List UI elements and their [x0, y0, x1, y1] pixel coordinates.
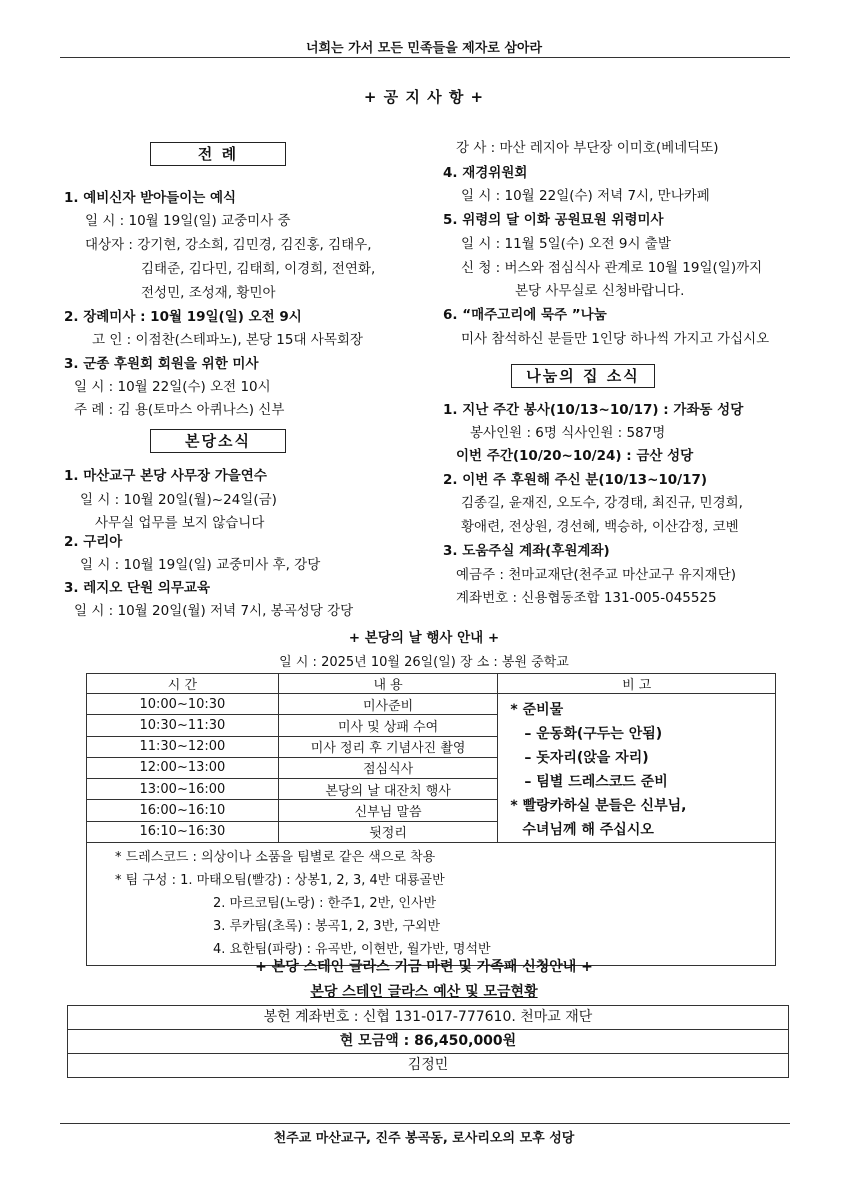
header-slogan: 너희는 가서 모든 민족들을 제자로 삼아라	[305, 41, 543, 56]
liturgy-item-1-date: 일 시 : 10월 19일(일) 교중미사 중	[85, 213, 291, 229]
header-content: 내 용	[278, 674, 498, 694]
footnote-team: 3. 루카팀(초록) : 봉곡1, 2, 3반, 구외반	[213, 919, 441, 934]
sharing-item-3-account: 계좌번호 : 신용협동조합 131-005-045525	[456, 590, 717, 606]
sharing-item-1-people: 봉사인원 : 6명 식사인원 : 587명	[470, 425, 666, 441]
sharing-item-2-names-cont: 황애련, 전상원, 경선혜, 백승하, 이산감정, 코벤	[461, 519, 739, 535]
row-content: 뒷정리	[278, 821, 498, 842]
row-time: 16:00~16:10	[87, 800, 279, 821]
note-line: * 빨랑카하실 분들은 신부님,	[510, 798, 687, 814]
liturgy-item-1-targets: 대상자 : 강기현, 강소희, 김민경, 김진홍, 김태우,	[85, 237, 372, 253]
row-content: 점심식사	[278, 757, 498, 778]
header-note: 비 고	[498, 674, 776, 694]
liturgy-item-2-deceased: 고 인 : 이점찬(스테파노), 본당 15대 사목회장	[92, 332, 363, 348]
event-footnotes	[87, 843, 776, 966]
sharing-item-1-this-week: 이번 주간(10/20~10/24) : 금산 성당	[456, 448, 694, 464]
right-item-5-title: 5. 위령의 달 이화 공원묘원 위령미사	[443, 212, 664, 228]
liturgy-item-2-title: 2. 장례미사 : 10월 19일(일) 오전 9시	[64, 309, 302, 325]
row-time: 10:30~11:30	[87, 715, 279, 736]
parish-item-2-title: 2. 구리아	[64, 534, 123, 550]
note-line: * 준비물	[510, 702, 564, 718]
liturgy-item-3-title: 3. 군종 후원회 회원을 위한 미사	[64, 356, 259, 372]
row-time: 12:00~13:00	[87, 757, 279, 778]
sharing-item-2-names: 김종길, 윤재진, 오도수, 강경태, 최진규, 민경희,	[461, 495, 743, 511]
event-notes	[498, 694, 776, 843]
row-time: 16:10~16:30	[87, 821, 279, 842]
liturgy-box-title: 전 례	[150, 142, 286, 166]
table-header-row	[87, 674, 776, 694]
note-line: 수녀님께 해 주십시오	[522, 822, 654, 838]
fund-account: 봉헌 계좌번호 : 신협 131-017-777610. 천마교 재단	[68, 1006, 788, 1030]
row-content: 미사준비	[278, 694, 498, 715]
right-item-5-date: 일 시 : 11월 5일(수) 오전 9시 출발	[461, 236, 671, 252]
note-line: – 돗자리(앉을 자리)	[524, 750, 649, 766]
right-item-6-title: 6. “매주고리에 묵주 ”나눔	[443, 307, 607, 323]
parish-item-1-date: 일 시 : 10월 20일(월)~24일(금)	[80, 492, 277, 508]
table-row	[87, 694, 776, 715]
right-item-5-apply: 신 청 : 버스와 점심식사 관계로 10월 19일(일)까지	[461, 260, 763, 276]
footnote-team: 2. 마르코팀(노랑) : 한주1, 2반, 인사반	[213, 896, 437, 911]
event-schedule-table	[86, 673, 776, 966]
parish-item-1-title: 1. 마산교구 본당 사무장 가을연수	[64, 468, 267, 484]
footnote-dresscode: * 드레스코드 : 의상이나 소품을 팀별로 같은 색으로 착용	[115, 850, 436, 865]
row-time: 11:30~12:00	[87, 736, 279, 757]
fund-table	[67, 1005, 789, 1078]
event-date-place: 일 시 : 2025년 10월 26일(일) 장 소 : 봉원 중학교	[279, 655, 569, 670]
right-item-5-apply-cont: 본당 사무실로 신청바랍니다.	[515, 283, 685, 299]
fund-donor: 김정민	[407, 1057, 449, 1073]
note-line: – 운동화(구두는 안됨)	[524, 726, 663, 742]
sharing-item-3-holder: 예금주 : 천마교재단(천주교 마산교구 유지재단)	[456, 567, 737, 583]
footnote-teams: * 팀 구성 : 1. 마태오팀(빨강) : 상봉1, 2, 3, 4반 대룡골반	[115, 873, 445, 888]
stained-glass-title: + 본당 스테인 글라스 기금 마련 및 가족패 신청안내 +	[255, 959, 593, 975]
liturgy-item-1-targets-cont: 김태준, 김다민, 김태희, 이경희, 전연화,	[141, 261, 376, 277]
parish-box-title: 본당소식	[150, 429, 286, 453]
sharing-item-1-title: 1. 지난 주간 봉사(10/13~10/17) : 가좌동 성당	[443, 402, 744, 418]
liturgy-item-1-title: 1. 예비신자 받아들이는 예식	[64, 190, 237, 206]
sharing-item-3-title: 3. 도움주실 계좌(후원계좌)	[443, 543, 610, 559]
row-content: 신부님 말씀	[278, 800, 498, 821]
header-rule	[60, 57, 790, 58]
right-item-6-text: 미사 참석하신 분들만 1인당 하나씩 가지고 가십시오	[461, 331, 770, 347]
fund-current-amount: 현 모금액 : 86,450,000원	[68, 1030, 788, 1054]
legio-lecturer: 강 사 : 마산 레지아 부단장 이미호(베네딕또)	[456, 140, 719, 156]
note-line: – 팀별 드레스코드 준비	[524, 774, 668, 790]
liturgy-item-3-celebrant: 주 례 : 김 용(토마스 아퀴나스) 신부	[74, 402, 285, 418]
row-content: 미사 정리 후 기념사진 촬영	[278, 736, 498, 757]
parish-item-2-date: 일 시 : 10월 19일(일) 교중미사 후, 강당	[80, 557, 321, 573]
right-item-4-date: 일 시 : 10월 22일(수) 저녁 7시, 만나카페	[461, 188, 710, 204]
stained-glass-subtitle: 본당 스테인 글라스 예산 및 모금현황	[310, 984, 538, 1000]
table-footnote-row	[87, 843, 776, 966]
footnote-team: 4. 요한팀(파랑) : 유곡반, 이현반, 월가반, 명석반	[213, 942, 491, 957]
row-time: 10:00~10:30	[87, 694, 279, 715]
right-item-4-title: 4. 재경위원회	[443, 165, 528, 181]
liturgy-item-3-date: 일 시 : 10월 22일(수) 오전 10시	[74, 379, 271, 395]
notice-title: + 공 지 사 항 +	[363, 88, 485, 106]
row-time: 13:00~16:00	[87, 779, 279, 800]
footer-rule	[60, 1123, 790, 1124]
event-title: + 본당의 날 행사 안내 +	[348, 630, 500, 646]
parish-item-1-note: 사무실 업무를 보지 않습니다	[95, 515, 265, 531]
parish-item-3-date: 일 시 : 10월 20일(월) 저녁 7시, 봉곡성당 강당	[74, 603, 354, 619]
sharing-box-title: 나눔의 집 소식	[511, 364, 655, 388]
sharing-item-2-title: 2. 이번 주 후원해 주신 분(10/13~10/17)	[443, 472, 708, 488]
row-content: 미사 및 상패 수여	[278, 715, 498, 736]
liturgy-item-1-targets-cont: 전성민, 조성재, 황민아	[141, 285, 276, 301]
footer-text: 천주교 마산교구, 진주 봉곡동, 로사리오의 모후 성당	[273, 1131, 575, 1146]
header-time: 시 간	[87, 674, 279, 694]
parish-item-3-title: 3. 레지오 단원 의무교육	[64, 580, 210, 596]
row-content: 본당의 날 대잔치 행사	[278, 779, 498, 800]
